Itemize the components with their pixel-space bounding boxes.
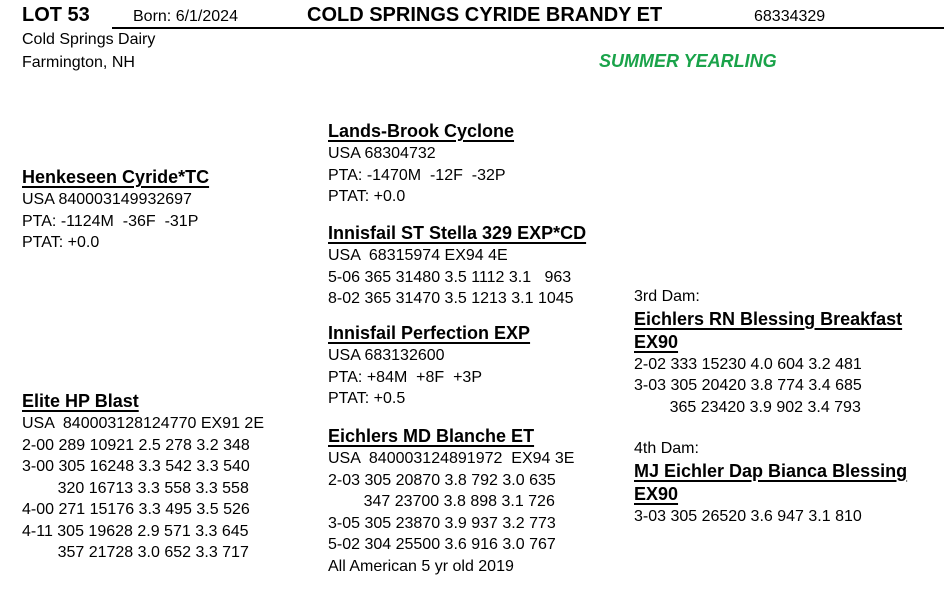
third-dam-name: Eichlers RN Blessing Breakfast bbox=[634, 308, 903, 329]
sire-dam-block bbox=[328, 222, 586, 310]
fourth-dam-block bbox=[634, 438, 907, 527]
third-dam-record-line: 2-02 333 15230 4.0 604 3.2 481 bbox=[634, 355, 862, 373]
dam-dam-block bbox=[328, 425, 574, 577]
animal-name: COLD SPRINGS CYRIDE BRANDY ET bbox=[307, 4, 663, 26]
third-dam-record-line: 3-03 305 20420 3.8 774 3.4 685 bbox=[634, 377, 862, 394]
sire-dam-record-line: 5-06 365 31480 3.5 1112 3.1 963 bbox=[328, 268, 572, 286]
third-dam-block bbox=[634, 286, 902, 418]
dam-dam-record-line: 347 23700 3.8 898 3.1 726 bbox=[328, 493, 555, 510]
sire-sire-block bbox=[328, 120, 514, 208]
dam-record-line: 4-00 271 15176 3.3 495 3.5 526 bbox=[22, 501, 250, 518]
sire-dam-info-line: USA 68315974 EX94 4E bbox=[328, 247, 508, 264]
sire-dam-name: Innisfail ST Stella 329 EXP*CD bbox=[328, 223, 587, 243]
dam-record-line: 320 16713 3.3 558 3.3 558 bbox=[22, 479, 249, 497]
birth-date: Born: 6/1/2024 bbox=[133, 8, 238, 25]
dam-dam-record-line: 2-03 305 20870 3.8 792 3.0 635 bbox=[328, 471, 556, 489]
fourth-dam-name: MJ Eichler Dap Bianca Blessing bbox=[634, 460, 908, 481]
registration-number: 68334329 bbox=[754, 8, 826, 25]
dam-name: Elite HP Blast bbox=[22, 391, 139, 411]
fourth-dam-classification: EX90 bbox=[634, 483, 679, 504]
sire-info-line: PTA: -1124M -36F -31P bbox=[22, 212, 199, 230]
third-dam-classification: EX90 bbox=[634, 331, 679, 352]
breeder-name: Cold Springs Dairy bbox=[22, 31, 156, 48]
class-label: SUMMER YEARLING bbox=[599, 51, 777, 71]
dam-record-line: 4-11 305 19628 2.9 571 3.3 645 bbox=[22, 522, 249, 540]
dam-sire-info-line: PTA: +84M +8F +3P bbox=[328, 368, 482, 386]
dam-record-line: 357 21728 3.0 652 3.3 717 bbox=[22, 544, 249, 561]
breeder-location: Farmington, NH bbox=[22, 54, 135, 71]
fourth-dam-record-line: 3-03 305 26520 3.6 947 3.1 810 bbox=[634, 507, 862, 525]
third-dam-record-line: 365 23420 3.9 902 3.4 793 bbox=[634, 398, 861, 416]
sire-info-line: USA 840003149932697 bbox=[22, 191, 192, 208]
dam-record-line: 2-00 289 10921 2.5 278 3.2 348 bbox=[22, 436, 250, 454]
dam-info-line: USA 840003128124770 EX91 2E bbox=[22, 415, 264, 432]
sire-info-line: PTAT: +0.0 bbox=[22, 234, 100, 251]
dam-dam-record-line: 5-02 304 25500 3.6 916 3.0 767 bbox=[328, 536, 556, 553]
dam-sire-name: Innisfail Perfection EXP bbox=[328, 323, 531, 343]
sire-name: Henkeseen Cyride*TC bbox=[22, 167, 210, 187]
sire-sire-name: Lands-Brook Cyclone bbox=[328, 121, 515, 141]
sire-dam-record-line: 8-02 365 31470 3.5 1213 3.1 1045 bbox=[328, 290, 574, 307]
dam-dam-name: Eichlers MD Blanche ET bbox=[328, 426, 535, 446]
fourth-dam-label: 4th Dam: bbox=[634, 440, 699, 457]
header-rule bbox=[112, 27, 944, 29]
sire-sire-info-line: PTAT: +0.0 bbox=[328, 188, 406, 205]
dam-dam-record-line: 3-05 305 23870 3.9 937 3.2 773 bbox=[328, 514, 556, 532]
dam-record-line: 3-00 305 16248 3.3 542 3.3 540 bbox=[22, 458, 250, 475]
dam-sire-info-line: PTAT: +0.5 bbox=[328, 390, 406, 407]
dam-block bbox=[22, 390, 264, 564]
sire-block bbox=[22, 166, 209, 254]
third-dam-label: 3rd Dam: bbox=[634, 288, 700, 305]
dam-sire-info-line: USA 683132600 bbox=[328, 347, 445, 364]
sire-sire-info-line: PTA: -1470M -12F -32P bbox=[328, 166, 506, 184]
dam-dam-award-line: All American 5 yr old 2019 bbox=[328, 557, 514, 575]
dam-sire-block bbox=[328, 322, 530, 410]
sire-sire-info-line: USA 68304732 bbox=[328, 145, 436, 162]
dam-dam-info-line: USA 840003124891972 EX94 3E bbox=[328, 450, 575, 467]
lot-number: LOT 53 bbox=[22, 4, 90, 26]
